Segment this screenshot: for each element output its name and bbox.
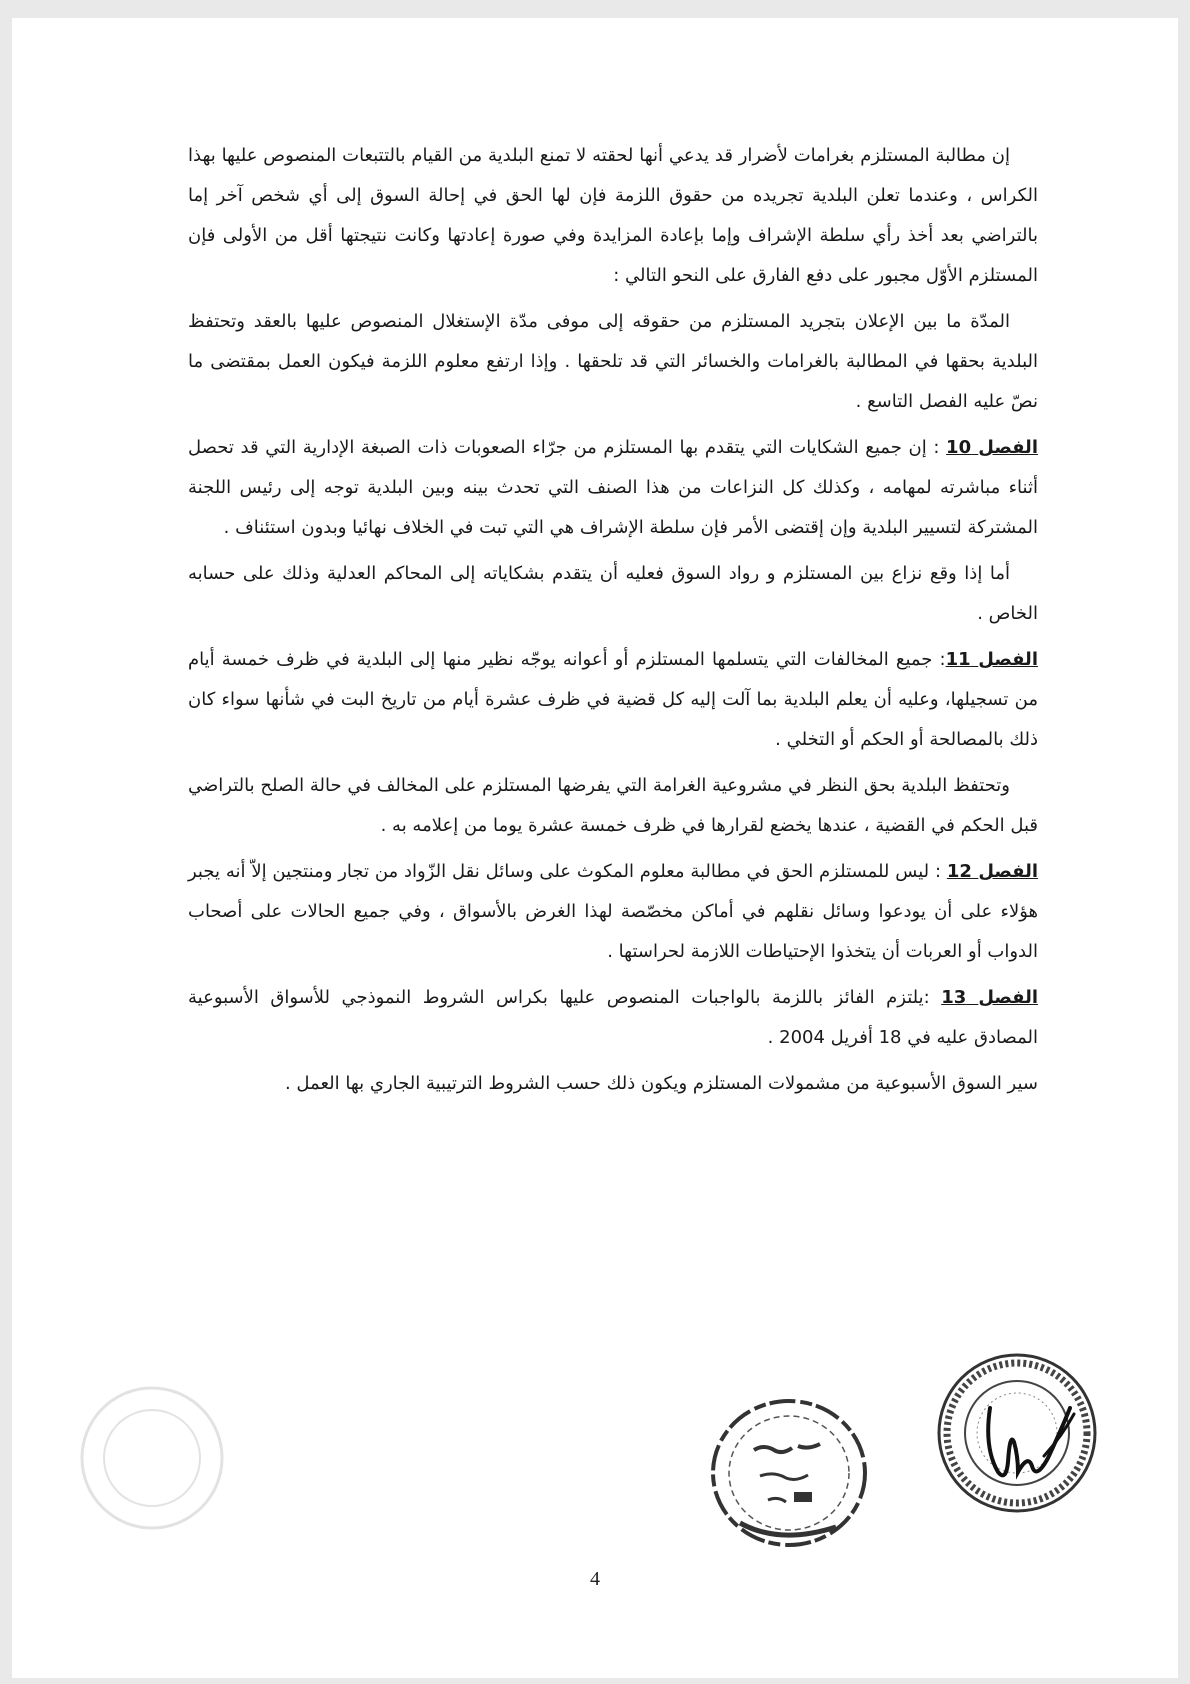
article-text: : ليس للمستلزم الحق في مطالبة معلوم المكوث على وسائل نقل الزّواد من تجار ومنتجين إلاّ أنه يجبر هؤلاء على أن يودعوا وسائل نقلهم في أماكن مخصّصة لهذا الغرض بالأسواق ، وفي جميع الحالات على أصحاب الدواب أو العربات أن يتخذوا الإحتياطات اللازمة لحراستها . [188, 861, 1038, 962]
article-text: : إن جميع الشكايات التي يتقدم بها المستلزم من جرّاء الصعوبات ذات الصبغة الإدارية التي قد تحصل أثناء مباشرته لمهامه ، وكذلك كل النزاعات من هذا الصنف التي تحدث بينه وبين البلدية توجه إلى رئيس اللجنة المشتركة لتسيير البلدية وإن إقتضى الأمر فإن سلطة الإشراف هي التي تبت في الخلاف نهائيا وبدون استئناف . [188, 437, 1038, 538]
article-paragraph [188, 852, 1038, 972]
paragraph: إن مطالبة المستلزم بغرامات لأضرار قد يدعي أنها لحقته لا تمنع البلدية من القيام بالتتبعات المنصوص عليها بهذا الكراس ، وعندما تعلن البلدية تجريده من حقوق اللزمة فإن لها الحق في إحالة السوق إلى أي شخص آخر إما بالتراضي بعد أخذ رأي سلطة الإشراف وإما بإعادة المزايدة وفي صورة إعادتها وكانت نتيجتها أقل من الأولى فإن المستلزم الأوّل مجبور على دفع الفارق على النحو التالي : [188, 145, 1038, 286]
document-page [12, 18, 1178, 1678]
paragraph: سير السوق الأسبوعية من مشمولات المستلزم ويكون ذلك حسب الشروط الترتيبية الجاري بها العمل . [284, 1073, 1038, 1094]
article-heading: الفصل 13 [941, 987, 1038, 1008]
article-paragraph [188, 978, 1038, 1058]
bleed-through-seal [72, 1378, 232, 1538]
article-paragraph [188, 428, 1038, 548]
paragraph: وتحتفظ البلدية بحق النظر في مشروعية الغرامة التي يفرضها المستلزم على المخالف في حالة الصلح بالتراضي قبل الحكم في القضية ، عندها يخضع لقرارها في ظرف خمسة عشرة يوما من إعلامه به . [188, 775, 1038, 836]
article-text: :يلتزم الفائز باللزمة بالواجبات المنصوص عليها بكراس الشروط النموذجي للأسواق الأسبوعية المصادق عليه في 18 أفريل 2004 . [188, 987, 1038, 1048]
paragraph: أما إذا وقع نزاع بين المستلزم و رواد السوق فعليه أن يتقدم بشكاياته إلى المحاكم العدلية وذلك على حسابه الخاص . [188, 563, 1038, 624]
article-heading: الفصل 12 [946, 861, 1038, 882]
body-text [188, 136, 1038, 1104]
article-paragraph [188, 640, 1038, 760]
paragraph: المدّة ما بين الإعلان بتجريد المستلزم من حقوقه إلى موفى مدّة الإستغلال المنصوص عليها بالعقد وتحتفظ البلدية بحقها في المطالبة بالغرامات والخسائر التي قد تلحقها . وإذا ارتفع معلوم اللزمة فيكون العمل بمقتضى ما نصّ عليه الفصل التاسع . [188, 311, 1038, 412]
article-text: : جميع المخالفات التي يتسلمها المستلزم أو أعوانه يوجّه نظير منها إلى البلدية في ظرف خمسة أيام من تسجيلها، وعليه أن يعلم البلدية بما آلت إليه كل قضية في ظرف عشرة أيام من تاريخ البت في شأنها سواء كان ذلك بالمصالحة أو الحكم أو التخلي . [188, 649, 1038, 750]
article-heading: الفصل 10 [946, 437, 1038, 458]
round-seal-with-signature [932, 1348, 1102, 1518]
municipal-stamp [702, 1388, 877, 1558]
page-number: 4 [590, 1568, 600, 1590]
article-heading: الفصل 11 [945, 649, 1038, 670]
